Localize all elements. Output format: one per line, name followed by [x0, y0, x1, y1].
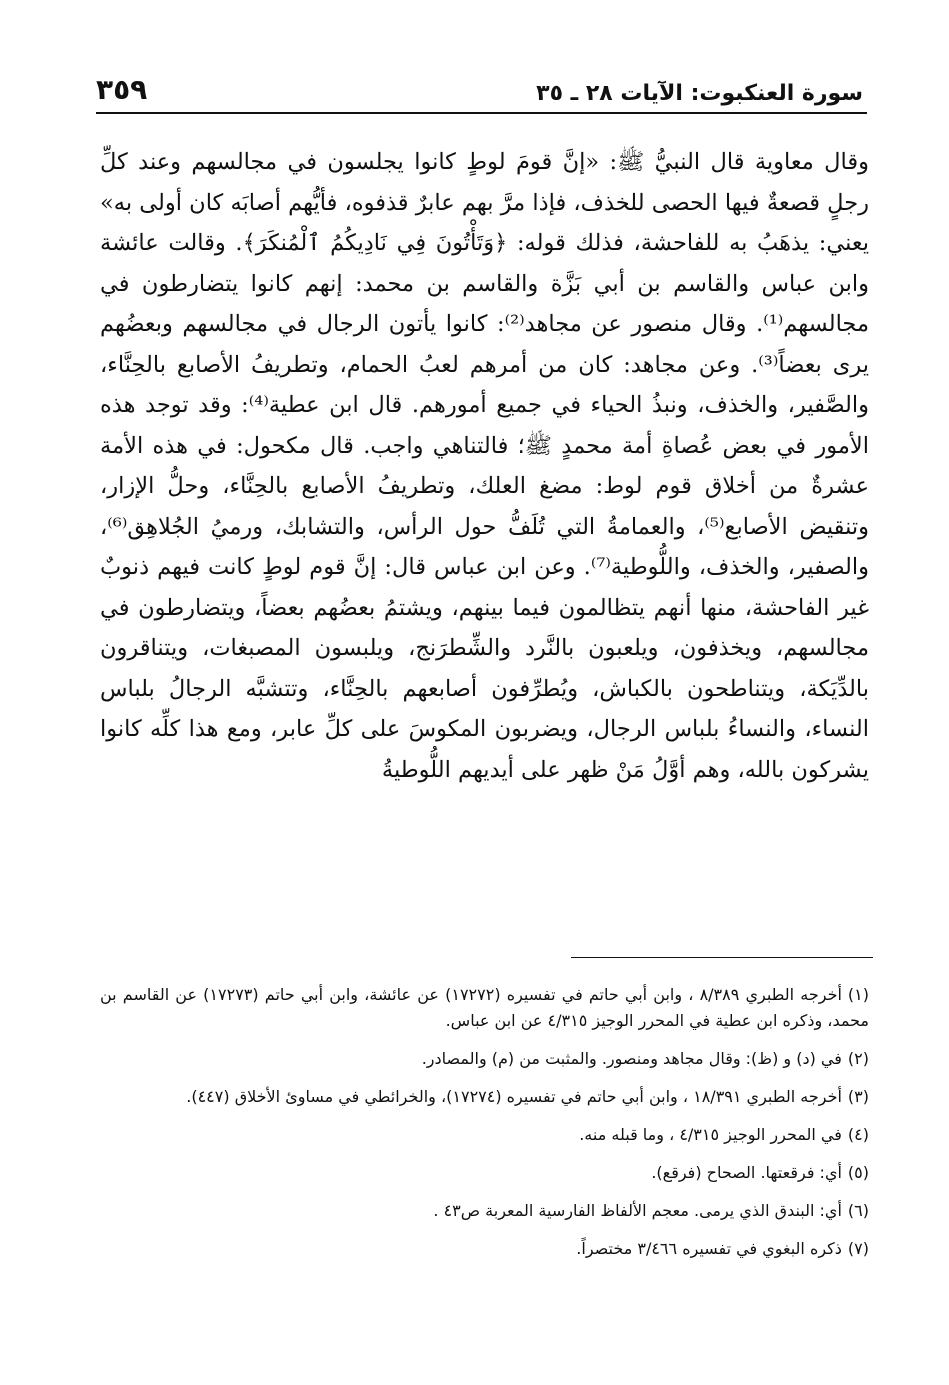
- footnote-text: أخرجه الطبري ١٨/٣٩١ ، وابن أبي حاتم في تفسيره (١٧٢٧٤)، والخرائطي في مساوئ الأخلاق (٤٤٧).: [186, 1087, 842, 1106]
- footnote-text: في (د) و (ظ): وقال مجاهد ومنصور. والمثبت من (م) والمصادر.: [421, 1049, 842, 1068]
- footnote-marker: (٢): [847, 1049, 869, 1068]
- footnote-text: أي: البندق الذي يرمى. معجم الألفاظ الفارسية المعربة ص٤٣ .: [433, 1201, 842, 1220]
- footnote-marker: (٥): [847, 1163, 869, 1182]
- footnotes: [100, 982, 869, 1274]
- footnote-item: [100, 1122, 869, 1148]
- page-number: ٣٥٩: [96, 73, 148, 106]
- page-header: [96, 66, 863, 106]
- footnote-text: في المحرر الوجيز ٤/٣١٥ ، وما قبله منه.: [579, 1125, 842, 1144]
- main-text: وقال معاوية قال النبيُّ ﷺ: «إنَّ قومَ لوطٍ كانوا يجلسون في مجالسهم وعند كلِّ رجلٍ قصعةٌ فيها الحصى للخذف، فإذا مرَّ بهم عابرٌ قذفوه، فأيُّهم أصابَه كان أولى به» يعني: يذهَبُ به للفاحشة، فذلك قوله: ﴿وَتَأْتُونَ فِي نَادِيكُمُ ٱلْمُنكَرَ﴾. وقالت عائشة وابن عباس والقاسم بن أبي بَزَّة والقاسم بن محمد: إنهم كانوا يتضارطون في مجالسهم⁽¹⁾. وقال منصور عن مجاهد⁽²⁾: كانوا يأتون الرجال في مجالسهم وبعضُهم يرى بعضاً⁽³⁾. وعن مجاهد: كان من أمرهم لعبُ الحمام، وتطريفُ الأصابع بالحِنَّاء، والصَّفير، والخذف، ونبذُ الحياء في جميع أمورهم. قال ابن عطية⁽⁴⁾: وقد توجد هذه الأمور في بعض عُصاةِ أمة محمدٍ ﷺ؛ فالتناهي واجب. قال مكحول: في هذه الأمة عشرةٌ من أخلاق قوم لوط: مضغ العلك، وتطريفُ الأصابع بالحِنَّاء، وحلُّ الإزار، وتنقيض الأصابع⁽⁵⁾، والعمامةُ التي تُلَفُّ حول الرأس، والتشابك، ورميُ الجُلاهِق⁽⁶⁾، والصفير، والخذف، واللُّوطية⁽⁷⁾. وعن ابن عباس قال: إنَّ قوم لوطٍ كانت فيهم ذنوبٌ غير الفاحشة، منها أنهم يتظالمون فيما بينهم، ويشتمُ بعضُهم بعضاً، ويتضارطون في مجالسهم، ويخذفون، ويلعبون بالنَّرد والشِّطرَنج، ويلبسون المصبغات، ويتناقرون بالدِّيَكة، ويتناطحون بالكباش، ويُطرِّفون أصابعهم بالحِنَّاء، وتتشبَّه الرجالُ بلباس النساء، والنساءُ بلباس الرجال، ويضربون المكوسَ على كلِّ عابر، ومع هذا كلِّه كانوا يشركون بالله، وهم أوَّلُ مَنْ ظهر على أيديهم اللُّوطيةُ: [100, 149, 870, 783]
- header-rule: [96, 112, 867, 114]
- footnote-separator: [571, 957, 873, 958]
- footnote-item: [100, 1046, 869, 1072]
- footnote-marker: (١): [847, 985, 869, 1004]
- footnote-text: أخرجه الطبري ٨/٣٨٩ ، وابن أبي حاتم في تفسيره (١٧٢٧٢) عن عائشة، وابن أبي حاتم (١٧٢٧٣) عن القاسم بن محمد، وذكره ابن عطية في المحرر الوجيز ٤/٣١٥ عن ابن عباس.: [100, 985, 869, 1030]
- footnote-item: [100, 1160, 869, 1186]
- footnote-item: [100, 1198, 869, 1224]
- footnote-marker: (٧): [847, 1239, 869, 1258]
- footnote-item: [100, 982, 869, 1034]
- running-title: سورة العنكبوت: الآيات ٢٨ ـ ٣٥: [536, 81, 863, 106]
- footnote-item: [100, 1084, 869, 1110]
- footnote-text: ذكره البغوي في تفسيره ٣/٤٦٦ مختصراً.: [576, 1239, 842, 1258]
- footnote-marker: (٣): [847, 1087, 869, 1106]
- footnote-text: أي: فرقعتها. الصحاح (فرقع).: [651, 1163, 842, 1182]
- footnote-marker: (٤): [847, 1125, 869, 1144]
- footnote-item: [100, 1236, 869, 1262]
- footnote-marker: (٦): [847, 1201, 869, 1220]
